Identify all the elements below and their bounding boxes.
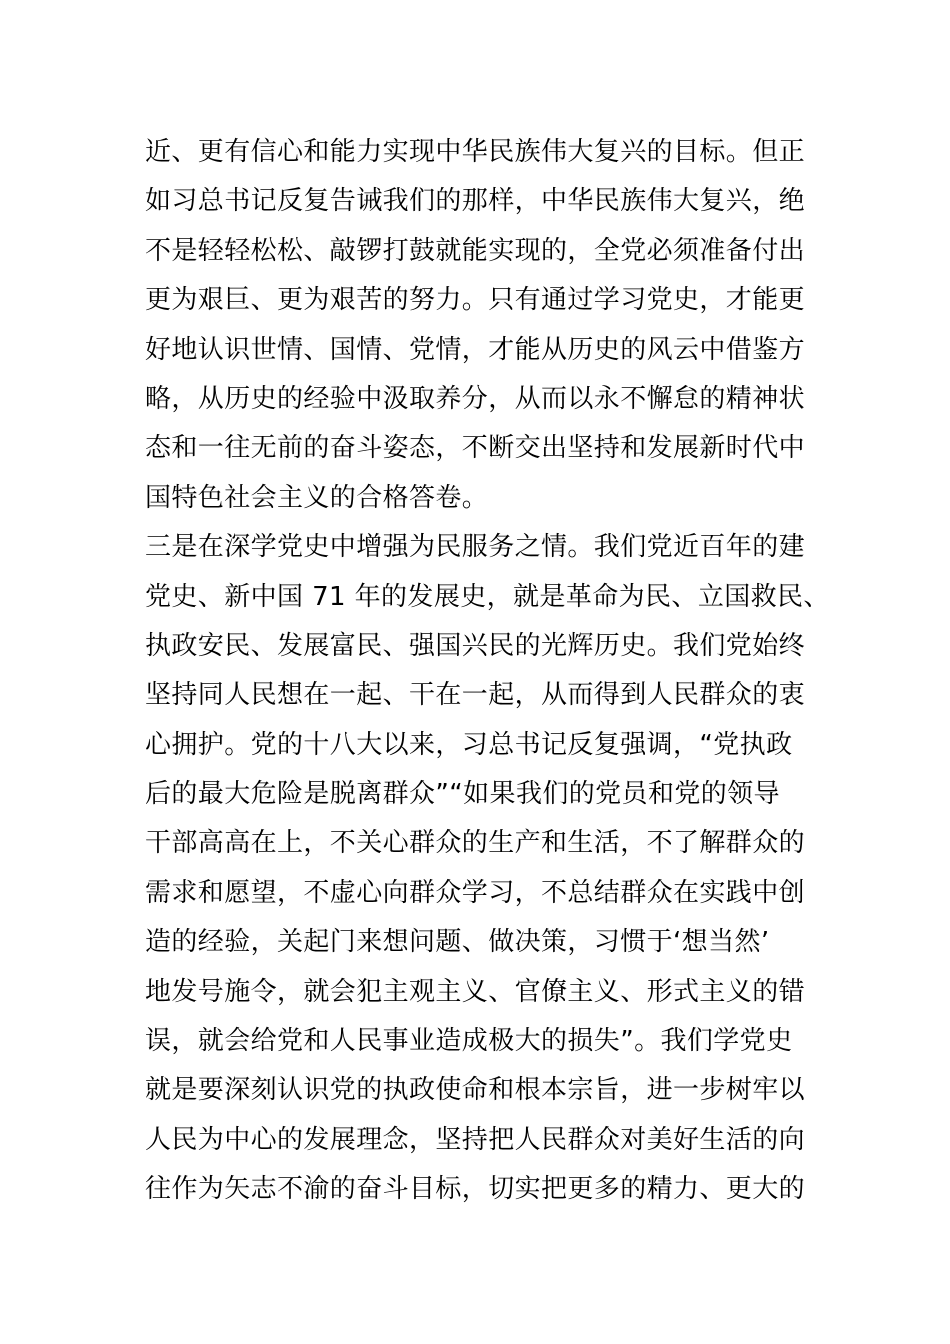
- text-line: 更为艰巨、更为艰苦的努力。只有通过学习党史，才能更: [145, 285, 806, 316]
- text-line: 心拥护。党的十八大以来，习总书记反复强调，“党执政: [145, 729, 793, 760]
- text-line: 造的经验，关起门来想问题、做决策，习惯于‘想当然’: [145, 927, 770, 958]
- text-line: 需求和愿望，不虚心向群众学习，不总结群众在实践中创: [145, 877, 806, 908]
- text-line: 态和一往无前的奋斗姿态，不断交出坚持和发展新时代中: [145, 433, 806, 464]
- text-line: 人民为中心的发展理念，坚持把人民群众对美好生活的向: [145, 1124, 806, 1155]
- text-line: 不是轻轻松松、敲锣打鼓就能实现的，全党必须准备付出: [145, 235, 806, 266]
- text-line: 往作为矢志不渝的奋斗目标，切实把更多的精力、更大的: [145, 1174, 806, 1205]
- text-line: 地发号施令，就会犯主观主义、官僚主义、形式主义的错: [145, 976, 806, 1007]
- text-line: 后的最大危险是脱离群众”“如果我们的党员和党的领导: [145, 779, 780, 810]
- text-line: 三是在深学党史中增强为民服务之情。我们党近百年的建: [145, 532, 806, 563]
- text-line: 执政安民、发展富民、强国兴民的光辉历史。我们党始终: [145, 630, 806, 661]
- text-line: 近、更有信心和能力实现中华民族伟大复兴的目标。但正: [145, 137, 806, 167]
- text-line: 误，就会给党和人民事业造成极大的损失”。我们学党史: [145, 1026, 793, 1057]
- text-line: 就是要深刻认识党的执政使命和根本宗旨，进一步树牢以: [145, 1075, 806, 1106]
- body-text: [145, 128, 830, 1215]
- text-line: 好地认识世情、国情、党情，才能从历史的风云中借鉴方: [145, 334, 806, 365]
- text-line: 坚持同人民想在一起、干在一起，从而得到人民群众的衷: [145, 680, 806, 711]
- text-line: 如习总书记反复告诫我们的那样，中华民族伟大复兴，绝: [145, 186, 806, 217]
- text-line: 干部高高在上，不关心群众的生产和生活，不了解群众的: [145, 828, 806, 859]
- text-line: 略，从历史的经验中汲取养分，从而以永不懈怠的精神状: [145, 383, 806, 414]
- text-line: 国特色社会主义的合格答卷。: [145, 482, 489, 513]
- text-line: 党史、新中国 71 年的发展史，就是革命为民、立国救民、: [145, 581, 830, 612]
